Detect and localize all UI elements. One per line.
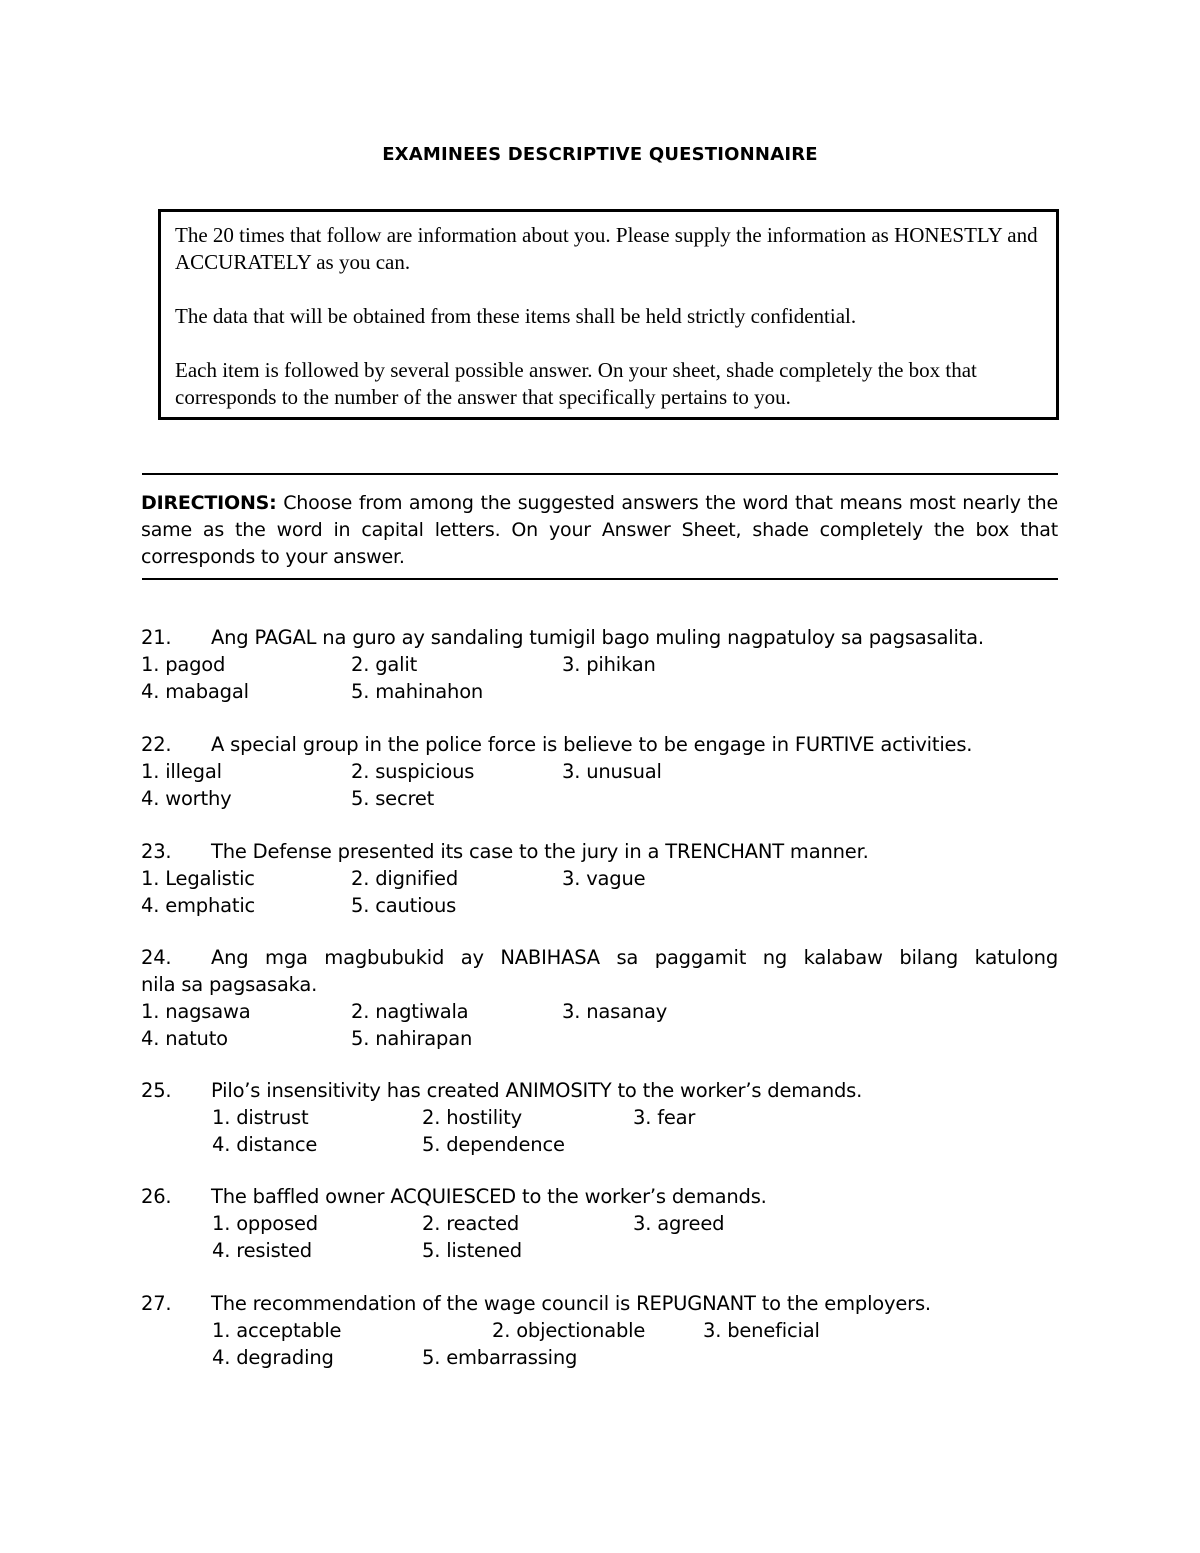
answer-option: 1. pagod: [141, 653, 226, 676]
question-number: 23.: [141, 840, 172, 863]
answer-option: 4. mabagal: [141, 680, 249, 703]
answer-option: 4. resisted: [212, 1239, 312, 1262]
instructions-paragraph: The 20 times that follow are information about you. Please supply the information as HONESTLY and ACCURATELY as you can.: [175, 223, 1038, 274]
options-row: [141, 651, 1058, 678]
question-number: 26.: [141, 1185, 172, 1208]
question-27: [141, 1290, 1058, 1371]
question-text: Ang mga magbubukid ay NABIHASA sa paggamit ng kalabaw bilang katulong: [211, 946, 1058, 969]
answer-option: 1. Legalistic: [141, 867, 255, 890]
question-text: Pilo’s insensitivity has created ANIMOSITY to the worker’s demands.: [211, 1079, 863, 1102]
answer-option: 5. cautious: [351, 894, 457, 917]
options-row: [141, 1237, 1058, 1264]
divider-bottom: [142, 578, 1058, 580]
question-number: 21.: [141, 626, 172, 649]
answer-option: 4. distance: [212, 1133, 318, 1156]
options-row: [141, 1344, 1058, 1371]
answer-option: 1. opposed: [212, 1212, 318, 1235]
answer-option: 1. illegal: [141, 760, 222, 783]
page-title: EXAMINEES DESCRIPTIVE QUESTIONNAIRE: [382, 144, 818, 165]
options-row: [141, 1025, 1058, 1052]
answer-option: 4. degrading: [212, 1346, 334, 1369]
instructions-paragraph: The data that will be obtained from these items shall be held strictly confidential.: [175, 304, 857, 328]
question-text: Ang PAGAL na guro ay sandaling tumigil bago muling nagpatuloy sa pagsasalita.: [211, 626, 984, 649]
answer-option: 4. emphatic: [141, 894, 256, 917]
question-number: 24.: [141, 946, 172, 969]
question-number: 25.: [141, 1079, 172, 1102]
options-row: [141, 865, 1058, 892]
answer-option: 2. galit: [351, 653, 418, 676]
answer-option: 1. distrust: [212, 1106, 309, 1129]
answer-option: 3. nasanay: [562, 1000, 668, 1023]
answer-option: 3. pihikan: [562, 653, 656, 676]
question-text: The Defense presented its case to the jury in a TRENCHANT manner.: [211, 840, 869, 863]
directions-label: DIRECTIONS:: [141, 492, 277, 514]
divider-top: [142, 473, 1058, 475]
directions-block: [141, 490, 1058, 571]
instructions-paragraph: Each item is followed by several possible answer. On your sheet, shade completely the box that corresponds to the number of the answer that specifically pertains to you.: [175, 358, 977, 409]
options-row: [141, 1317, 1058, 1344]
question-22: [141, 731, 1058, 812]
answer-option: 5. listened: [422, 1239, 522, 1262]
options-row: [141, 785, 1058, 812]
answer-option: 2. objectionable: [492, 1319, 646, 1342]
answer-option: 2. nagtiwala: [351, 1000, 469, 1023]
options-row: [141, 758, 1058, 785]
answer-option: 3. vague: [562, 867, 646, 890]
answer-option: 4. worthy: [141, 787, 232, 810]
answer-option: 3. agreed: [633, 1212, 725, 1235]
question-text: The baffled owner ACQUIESCED to the worker’s demands.: [211, 1185, 767, 1208]
options-row: [141, 998, 1058, 1025]
answer-option: 5. nahirapan: [351, 1027, 473, 1050]
options-row: [141, 892, 1058, 919]
question-number: 27.: [141, 1292, 172, 1315]
answer-option: 2. reacted: [422, 1212, 520, 1235]
answer-option: 5. embarrassing: [422, 1346, 578, 1369]
question-text: A special group in the police force is believe to be engage in FURTIVE activities.: [211, 733, 973, 756]
options-row: [141, 1210, 1058, 1237]
options-row: [141, 1104, 1058, 1131]
question-text: The recommendation of the wage council is REPUGNANT to the employers.: [211, 1292, 931, 1315]
answer-option: 2. suspicious: [351, 760, 475, 783]
question-24: [141, 944, 1058, 1052]
answer-option: 1. acceptable: [212, 1319, 342, 1342]
question-23: [141, 838, 1058, 919]
answer-option: 2. dignified: [351, 867, 459, 890]
question-26: [141, 1183, 1058, 1264]
instructions-box: [158, 209, 1059, 420]
answer-option: 4. natuto: [141, 1027, 228, 1050]
answer-option: 3. beneficial: [703, 1319, 820, 1342]
answer-option: 1. nagsawa: [141, 1000, 251, 1023]
directions-text: Choose from among the suggested answers the word that means most nearly the same as the word in capital letters. On your Answer Sheet, shade completely the box that corresponds to your answer.: [141, 492, 1058, 568]
answer-option: 3. fear: [633, 1106, 696, 1129]
answer-option: 2. hostility: [422, 1106, 522, 1129]
options-row: [141, 1131, 1058, 1158]
answer-option: 5. dependence: [422, 1133, 565, 1156]
answer-option: 5. secret: [351, 787, 435, 810]
options-row: [141, 678, 1058, 705]
question-text-continued: nila sa pagsasaka.: [141, 973, 318, 996]
answer-option: 5. mahinahon: [351, 680, 484, 703]
question-25: [141, 1077, 1058, 1158]
question-21: [141, 624, 1058, 705]
question-number: 22.: [141, 733, 172, 756]
answer-option: 3. unusual: [562, 760, 662, 783]
